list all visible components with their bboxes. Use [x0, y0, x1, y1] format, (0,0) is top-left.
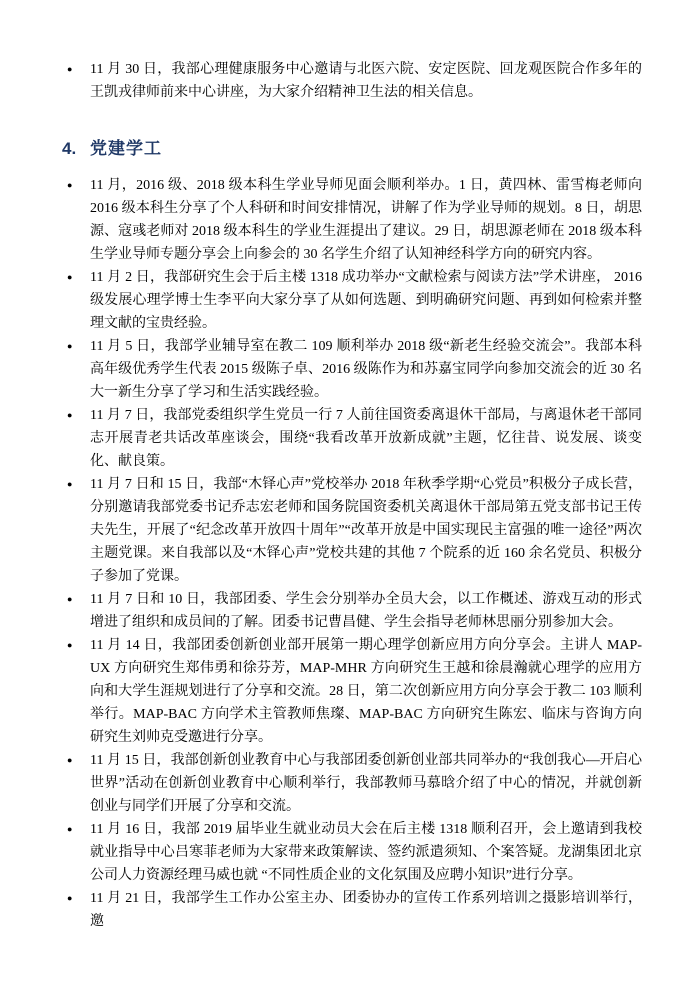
list-item — [62, 588, 642, 634]
bullet-text: 11 月 16 日，我部 2019 届毕业生就业动员大会在后主楼 1318 顺利召开，会上邀请到我校就业指导中心吕寒菲老师为大家带来政策解读、签约派遣须知、个案答疑。龙湖集团北京公司人力资源经理马威也就 “不同性质企业的文化氛围及应聘小知识”进行分享。 — [90, 822, 642, 883]
list-item — [62, 58, 642, 104]
bullet-text: 11 月 21 日，我部学生工作办公室主办、团委协办的宣传工作系列培训之摄影培训举行，邀 — [90, 891, 642, 929]
bullet-text: 11 月 30 日，我部心理健康服务中心邀请与北医六院、安定医院、回龙观医院合作多年的王凯戎律师前来中心讲座，为大家介绍精神卫生法的相关信息。 — [90, 62, 642, 100]
bullet-icon: ● — [67, 410, 73, 420]
list-item — [62, 266, 642, 335]
bullet-icon: ● — [67, 824, 73, 834]
list-item — [62, 174, 642, 266]
bullet-text: 11 月，2016 级、2018 级本科生学业导师见面会顺利举办。1 日，黄四林、雷雪梅老师向 2016 级本科生分享了个人科研和时间安排情况，讲解了作为学业导师的规划。8 日，胡思源、寇彧老师对 2018 级本科生的学业生涯提出了建议。29 日，胡思源老师在 2018 级本科生学业导师专题分享会上向参会的 30 名学生介绍了认知神经科学方向的研究内容。 — [90, 178, 642, 262]
bullet-icon: ● — [67, 640, 73, 650]
bullet-icon: ● — [67, 341, 73, 351]
list-item — [62, 335, 642, 404]
bullet-icon: ● — [67, 755, 73, 765]
bullet-text: 11 月 7 日，我部党委组织学生党员一行 7 人前往国资委离退休干部局，与离退休老干部同志开展青老共话改革座谈会，围绕“我看改革开放新成就”主题，忆往昔、说发展、谈变化、献良策。 — [90, 408, 642, 469]
bullet-text: 11 月 14 日，我部团委创新创业部开展第一期心理学创新应用方向分享会。主讲人 MAP-UX 方向研究生郑伟勇和徐芬芳，MAP-MHR 方向研究生王越和徐晨瀚就心理学的应用方向和大学生涯规划进行了分享和交流。28 日，第二次创新应用方向分享会于教二 103 顺利举行。MAP-BAC 方向学术主管教师焦璨、MAP-BAC 方向研究生陈宏、临床与咨询方向研究生刘帅克受邀进行分享。 — [90, 638, 642, 745]
previous-section-list — [62, 58, 642, 104]
section-heading — [62, 137, 642, 161]
section-number: 4. — [62, 139, 77, 158]
list-item — [62, 749, 642, 818]
bullet-text: 11 月 7 日和 15 日，我部“木铎心声”党校举办 2018 年秋季学期“心党员”积极分子成长营，分别邀请我部党委书记乔志宏老师和国务院国资委机关离退休干部局第五党支部书记王传夫先生，开展了“纪念改革开放四十周年”“改革开放是中国实现民主富强的唯一途径”两次主题党课。来自我部以及“木铎心声”党校共建的其他 7 个院系的近 160 余名党员、积极分子参加了党课。 — [90, 477, 642, 584]
list-item — [62, 818, 642, 887]
bullet-icon: ● — [67, 594, 73, 604]
list-item — [62, 473, 642, 588]
list-item — [62, 634, 642, 749]
bullet-text: 11 月 2 日，我部研究生会于后主楼 1318 成功举办“文献检索与阅读方法”学术讲座， 2016 级发展心理学博士生李平向大家分享了从如何选题、到明确研究问题、再到如何检索并整理文献的宝贵经验。 — [90, 270, 642, 331]
bullet-text: 11 月 15 日，我部创新创业教育中心与我部团委创新创业部共同举办的“我创我心—开启心世界”活动在创新创业教育中心顺利举行，我部教师马慕晗介绍了中心的情况，并就创新创业与同学们开展了分享和交流。 — [90, 753, 642, 814]
bullet-text: 11 月 7 日和 10 日，我部团委、学生会分别举办全员大会，以工作概述、游戏互动的形式增进了组织和成员间的了解。团委书记曹昌健、学生会指导老师林思丽分别参加大会。 — [90, 592, 642, 630]
bullet-icon: ● — [67, 893, 73, 903]
bullet-icon: ● — [67, 180, 73, 190]
bullet-icon: ● — [67, 272, 73, 282]
section-title: 党建学工 — [90, 139, 162, 158]
list-item — [62, 887, 642, 933]
bullet-icon: ● — [67, 64, 73, 74]
bullet-text: 11 月 5 日，我部学业辅导室在教二 109 顺利举办 2018 级“新老生经验交流会”。我部本科高年级优秀学生代表 2015 级陈子卓、2016 级陈作为和苏嘉宝同学向参加交流会的近 30 名大一新生分享了学习和生活实践经验。 — [90, 339, 642, 400]
bullet-icon: ● — [67, 479, 73, 489]
section-bullet-list — [62, 174, 642, 933]
list-item — [62, 404, 642, 473]
